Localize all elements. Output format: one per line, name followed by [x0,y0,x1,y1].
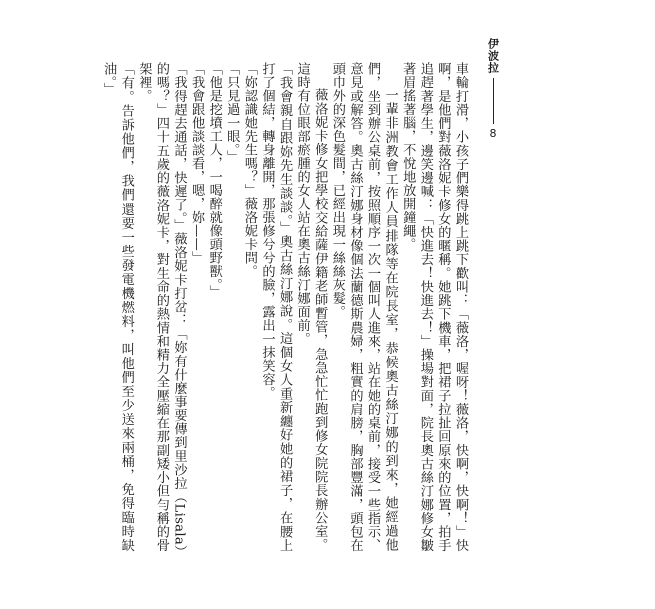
header-rule [493,78,494,124]
body-text [100,62,469,552]
dialogue-paragraph: 「只見過一眼。」 [224,62,240,164]
dialogue-paragraph: 「有。告訴他們，我們還要一些發電機燃料，叫他們至少送來兩桶，免得臨時缺油。」 [101,62,134,552]
dialogue-paragraph: 「妳認識她先生嗎？」薇洛妮卡問。 [241,62,257,278]
dialogue-paragraph: 「我得趕去通話，快遲了。」薇洛妮卡打岔：「妳有什麼事要傳到里沙拉（Lisala）的嗎？」四十五歲的薇洛妮卡，對生命的熱情和精力全壓縮在那副矮小但勻稱的骨架裡。 [136,62,187,552]
dialogue-paragraph: 「他是挖墳工人，一喝醉就像頭野獸。」 [206,62,222,299]
paragraph: 一輩非洲教會工作人員排隊等在院長室，恭候奧古絲汀娜的到來，她經過他們，坐到辦公桌前，按照順序一次一個叫人進來，站在她的桌前，接受一些指示、意見或解答。奧古絲汀娜身材像個法蘭德斯農婦，粗實的肩膀，胸部豐滿，頭包在頭巾外的深色髮間，已經出現一絲絲灰髮。 [329,62,398,552]
paragraph: 車輪打滑，小孩子們樂得跳上跳下歡叫：「薇洛，喔呀！薇洛，快啊，快啊！」快啊，是他們對薇洛妮卡修女的暱稱。她跳下機車，把裙子拉扯回原來的位置，拍手追趕著學生，邊笑邊喊：「快進去！快進去！」操場對面，院長奧古絲汀娜修女皺著眉搖著腦，不悅地放開鐘繩。 [400,62,468,552]
page-number: 8 [489,127,497,140]
dialogue-paragraph: 「我會親自跟妳先生談談。」奧古絲汀娜說。這個女人重新纏好她的裙子，在腰上打了個結，轉身離開，那張修兮兮的臉，露出一抹笑容。 [259,62,293,552]
page-header [482,38,504,139]
running-title: 伊波拉 [486,38,500,74]
paragraph: 薇洛妮卡修女把學校交給薩伊籍老師暫管，急急忙忙跑到修女院院長辦公室。這時有位眼部瘀腫的女人站在奧古絲汀娜面前。 [294,62,328,552]
dialogue-paragraph: 「我會跟他談談看，嗯，妳——」 [189,62,205,265]
